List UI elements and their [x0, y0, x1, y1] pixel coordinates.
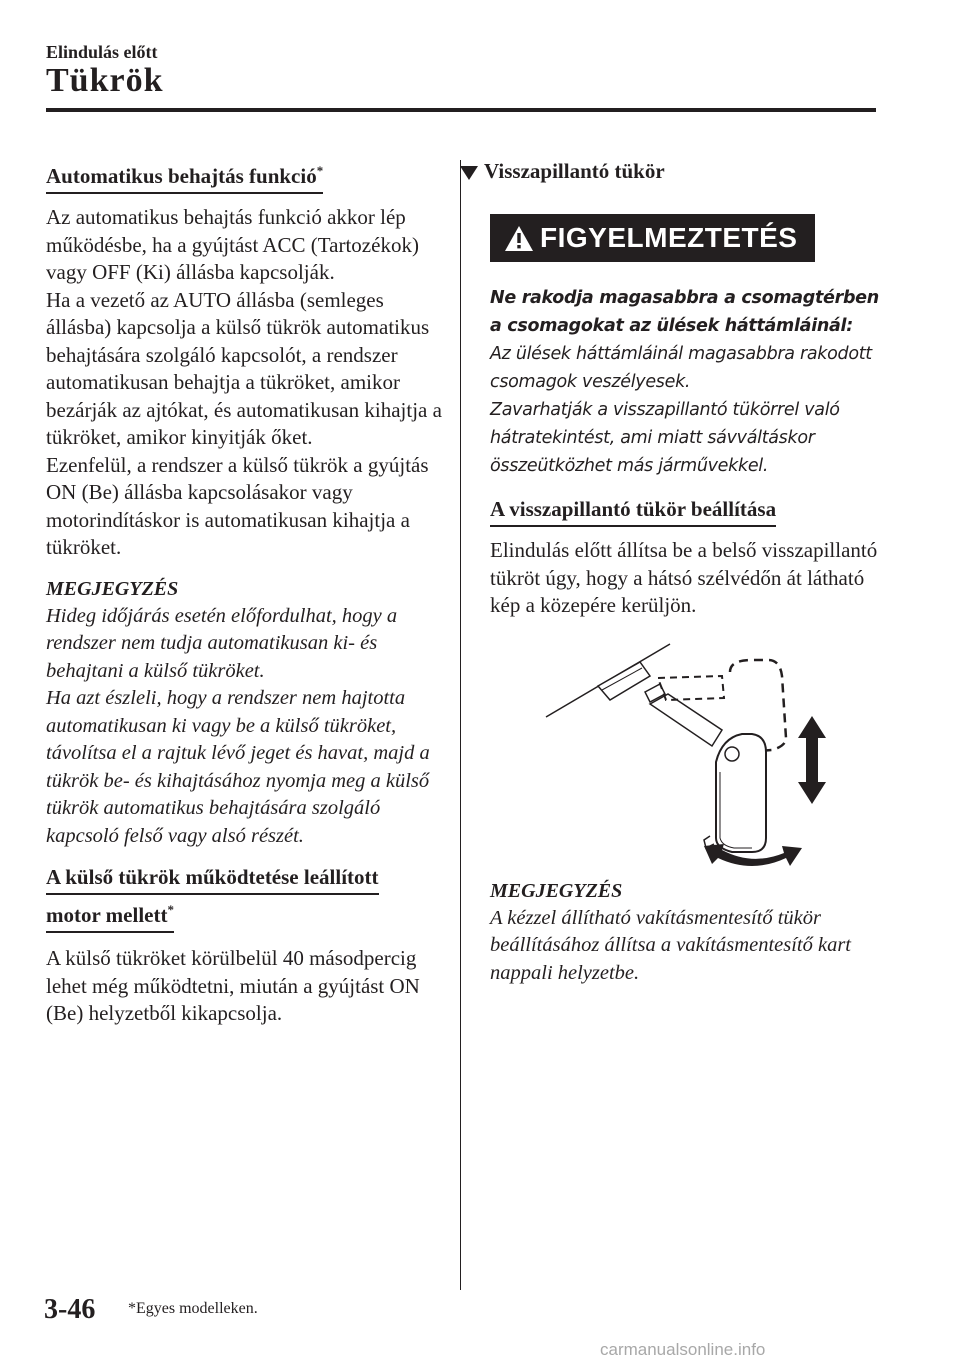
warning-banner — [490, 214, 815, 262]
section-label: Elindulás előtt — [46, 42, 158, 62]
right-column — [484, 158, 880, 987]
warning-triangle-icon — [504, 225, 534, 252]
auto-fold-paragraph-1: Az automatikus behajtás funkció akkor lép működésbe, ha a gyújtást ACC (Tartozékok) vagy OFF (Ki) állásba kapcsolják. — [46, 205, 419, 284]
auto-fold-paragraph-3: Ezenfelül, a rendszer a külső tükrök a gyújtás ON (Be) állásba kapcsolásakor vagy motorindításkor is automatikusan kihajtja a tükröket. — [46, 452, 429, 559]
auto-fold-heading: Automatikus behajtás funkció* — [46, 158, 323, 194]
rearview-heading: Visszapillantó tükör — [460, 158, 880, 184]
warning-bold-text: Ne rakodja magasabbra a csomagtérben a csomagokat az ülések háttámláinál: — [490, 288, 879, 336]
warning-line-2: Zavarhatják a visszapillantó tükörrel való hátratekintést, ami miatt sávváltáskor összeütközhet más járművekkel. — [490, 400, 840, 476]
page-title: Tükrök — [46, 62, 164, 99]
warning-line-1: Az ülések háttámláinál magasabbra rakodott csomagok veszélyesek. — [490, 344, 872, 392]
warning-banner-label: FIGYELMEZTETÉS — [540, 222, 798, 253]
footnote: *Egyes modelleken. — [128, 1300, 258, 1317]
note-paragraph-2: Ha azt észleli, hogy a rendszer nem hajtotta automatikusan ki vagy be a külső tükröket, távolítsa el a rajtuk lévő jeget és havat, majd a tükrök be- és kihajtásához nyomja meg a külső tükrök automatikus behajtására szolgáló kapcsoló felső vagy alsó részét. — [46, 687, 430, 847]
rearview-note-text: A kézzel állítható vakításmentesítő tükör beállításához állítsa a vakításmentesítő kart nappali helyzetbe. — [490, 906, 852, 984]
note-label: MEGJEGYZÉS — [46, 577, 179, 600]
mirror-illustration — [490, 642, 880, 872]
engine-off-heading-line2: motor mellett* — [46, 897, 174, 933]
engine-off-heading-line1: A külső tükrök működtetése leállított — [46, 864, 379, 895]
triangle-bullet-icon — [460, 166, 478, 180]
auto-fold-paragraph-2: Ha a vezető az AUTO állásba (semleges állásba) kapcsolja a külső tükrök automatikus behajtására szolgáló kapcsolót, a rendszer automatikusan behajtja a tükröket, amikor bezárják az ajtókat, és automatikusan kihajtja a tükröket, amikor kinyitják őket. — [46, 287, 442, 449]
adjust-text: Elindulás előtt állítsa be a belső visszapillantó tükröt úgy, hogy a hátsó szélvédőn át látható kép a közepére kerüljön. — [490, 538, 878, 617]
engine-off-text: A külső tükröket körülbelül 40 másodpercig lehet még működtetni, miután a gyújtást ON (Be) helyzetből kikapcsolja. — [46, 946, 420, 1025]
column-divider — [460, 160, 461, 1290]
title-rule — [46, 108, 876, 112]
adjust-heading: A visszapillantó tükör beállítása — [490, 496, 776, 527]
note-paragraph-1: Hideg időjárás esetén előfordulhat, hogy a rendszer nem tudja automatikusan ki- és behajtani a külső tükröket. — [46, 604, 398, 682]
left-column — [46, 158, 446, 1028]
page-number: 3-46 — [44, 1294, 96, 1325]
rearview-note-label: MEGJEGYZÉS — [490, 879, 623, 902]
watermark: carmanualsonline.info — [600, 1340, 766, 1359]
